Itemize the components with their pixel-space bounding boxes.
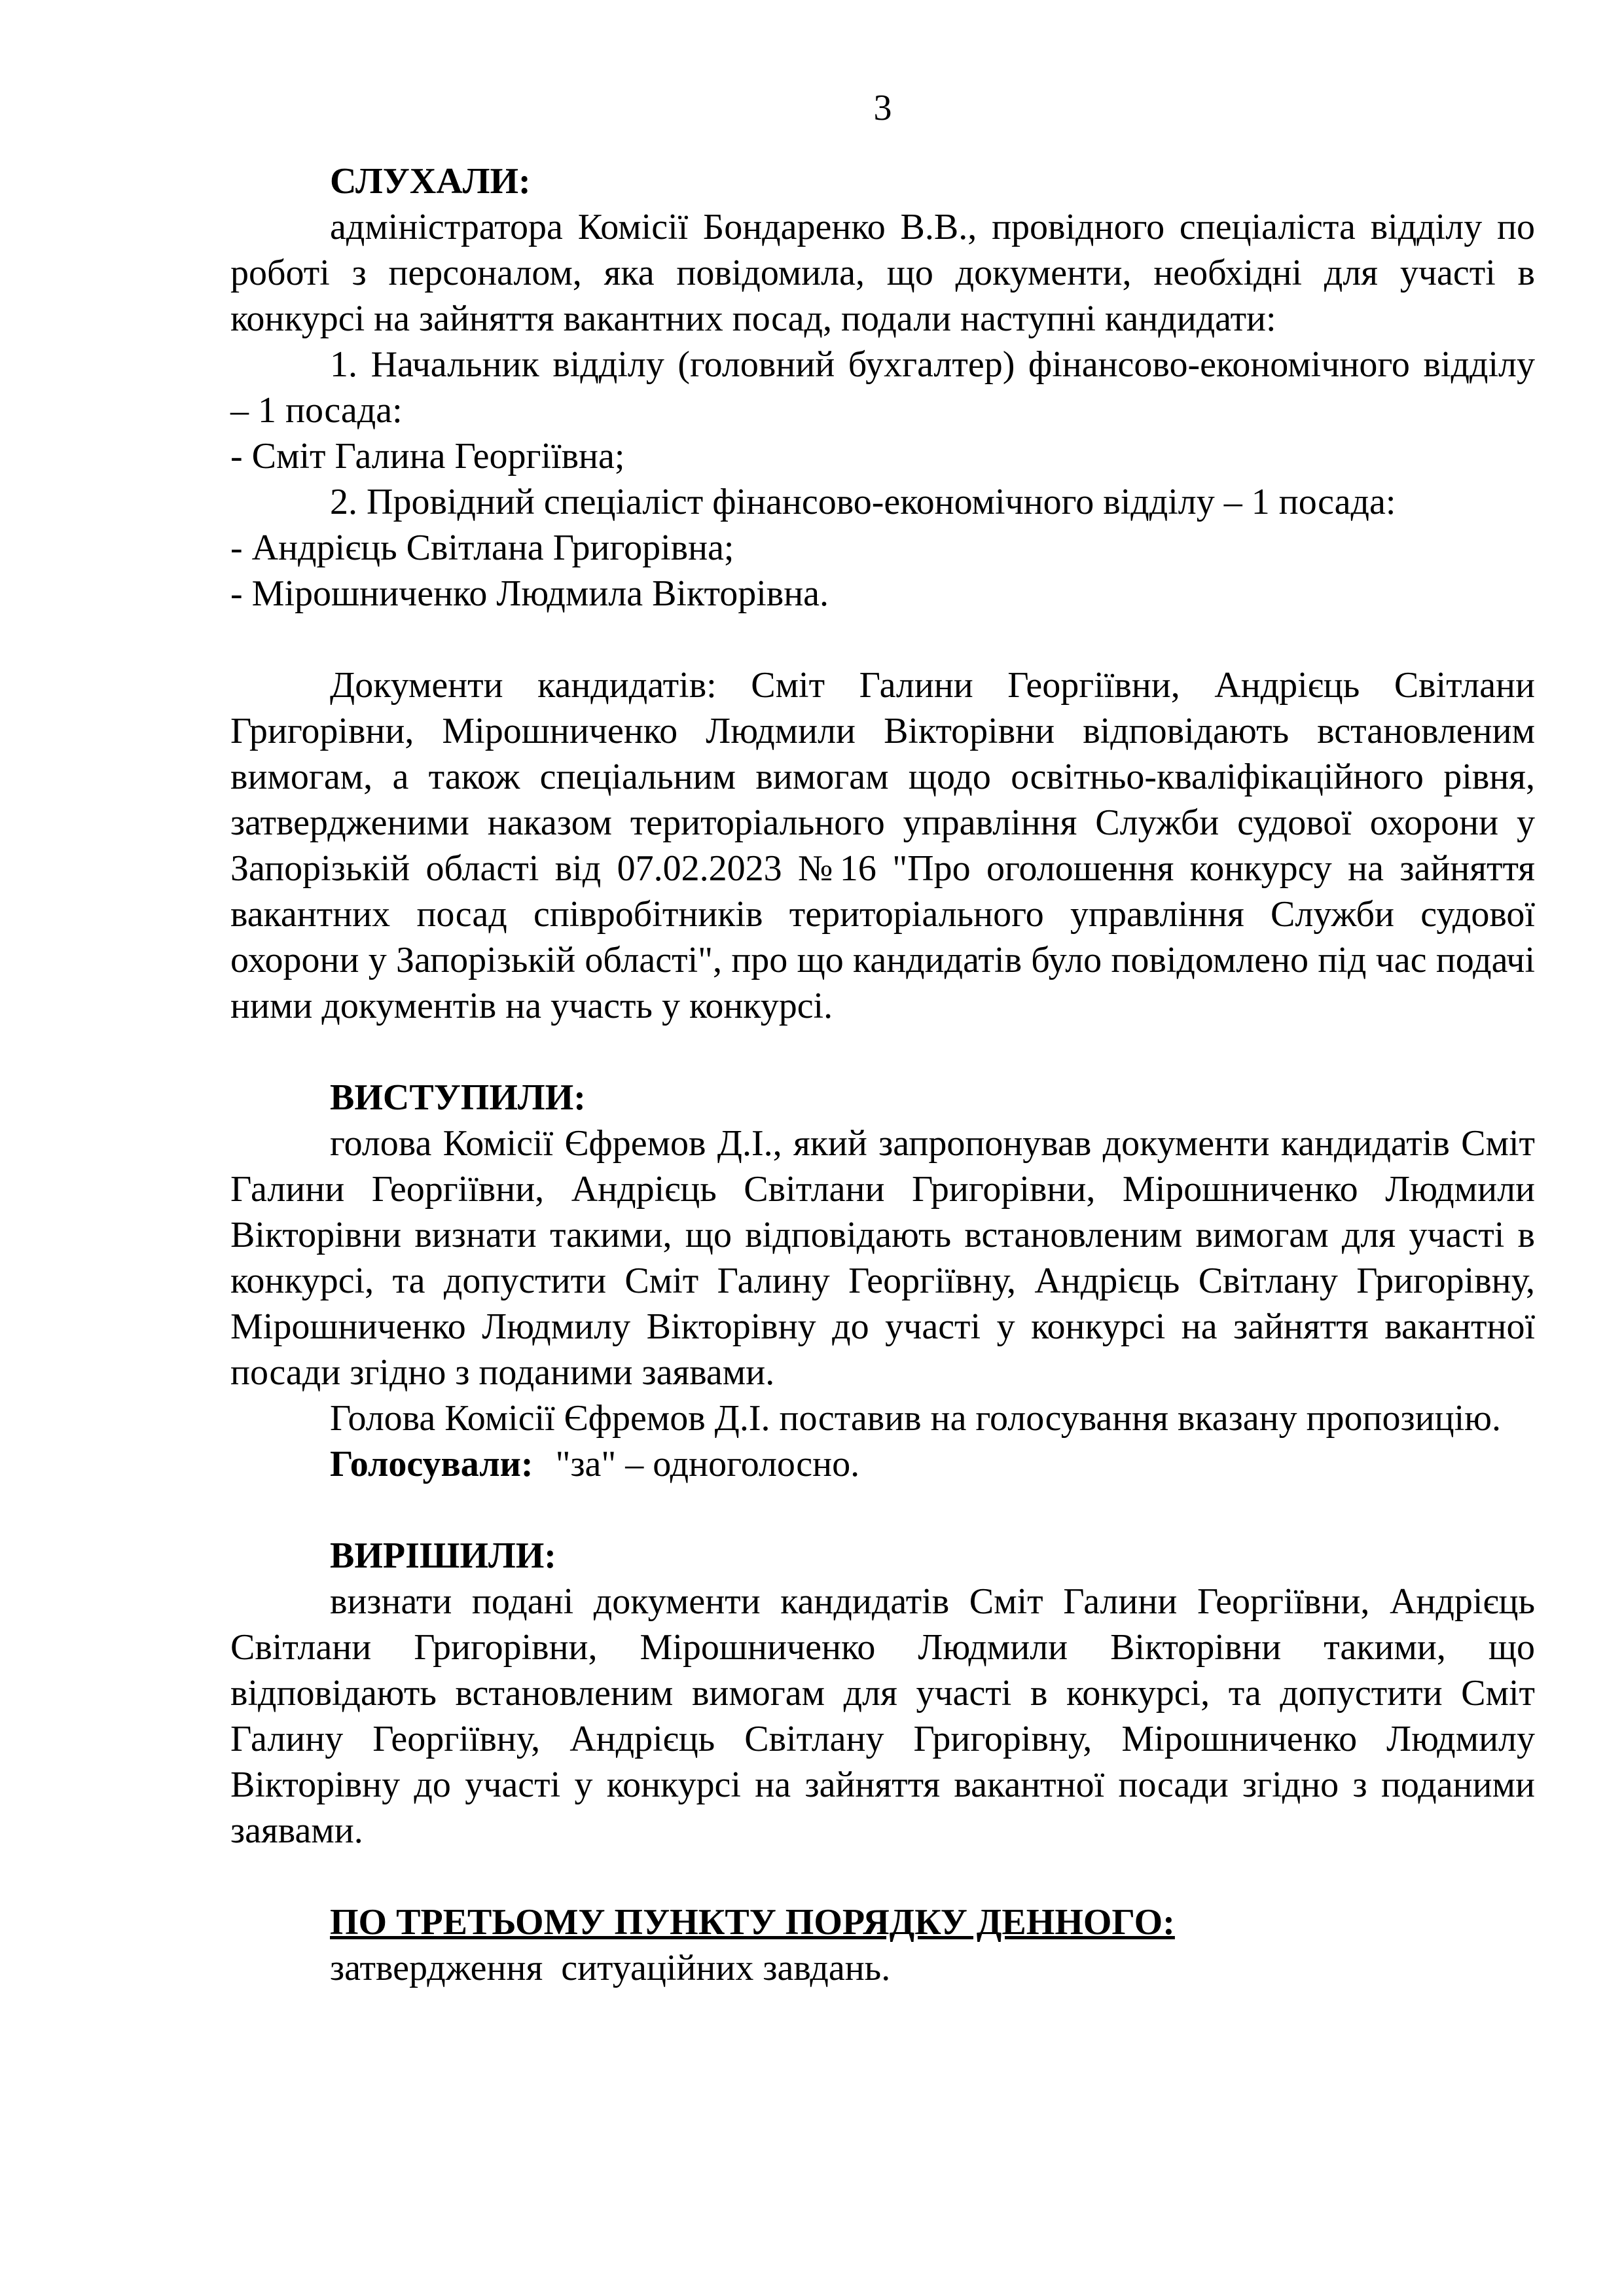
- third-item-heading: ПО ТРЕТЬОМУ ПУНКТУ ПОРЯДКУ ДЕННОГО:: [330, 1902, 1175, 1943]
- spoke-heading: ВИСТУПИЛИ:: [330, 1077, 586, 1118]
- vote-label: Голосували:: [330, 1444, 533, 1484]
- spacer: [230, 617, 1535, 662]
- candidate-2: - Андрієць Світлана Григорівна;: [230, 528, 734, 568]
- vote-result: "за" – одноголосно.: [555, 1444, 860, 1484]
- candidate-3: - Мірошниченко Людмила Вікторівна.: [230, 573, 829, 614]
- page-number: 3: [873, 88, 892, 128]
- heard-intro: адміністратора Комісії Бондаренко В.В., провідного спеціаліста відділу по роботі з персоналом, яка повідомила, що документи, необхідні для участі в конкурсі на зайняття вакантних посад, подали наступні кандидати:: [230, 207, 1535, 339]
- spacer: [230, 1029, 1535, 1075]
- heard-heading: СЛУХАЛИ:: [330, 161, 531, 202]
- documents-paragraph: Документи кандидатів: Сміт Галини Георгіївни, Андрієць Світлани Григорівни, Мірошниченко Людмили Вікторівни відповідають встановленим вимогам, а також спеціальним вимогам щодо освітньо-кваліфікаційного рівня, затвердженими наказом територіального управління Служби судової охорони у Запорізькій області від 07.02.2023 №16 "Про оголошення конкурсу на зайняття вакантних посад співробітників територіального управління Служби судової охорони у Запорізькій області", про що кандидатів було повідомлено під час подачі ними документів на участь у конкурсі.: [230, 665, 1535, 1026]
- position-1: 1. Начальник відділу (головний бухгалтер) фінансово-економічного відділу – 1 посада:: [230, 344, 1535, 431]
- spoke-paragraph: голова Комісії Єфремов Д.І., який запропонував документи кандидатів Сміт Галини Георгіївни, Андрієць Світлани Григорівни, Мірошниченко Людмили Вікторівни визнати такими, що відповідають встановленим вимогам для участі в конкурсі, та допустити Сміт Галину Георгіївну, Андрієць Світлану Григорівну, Мірошниченко Людмилу Вікторівну до участі у конкурсі на зайняття вакантної посади згідно з поданими заявами.: [230, 1123, 1535, 1393]
- document-body: [230, 85, 1535, 1991]
- candidate-1: - Сміт Галина Георгіївна;: [230, 436, 625, 476]
- position-2: 2. Провідний спеціаліст фінансово-економічного відділу – 1 посада:: [330, 482, 1396, 522]
- decided-heading: ВИРІШИЛИ:: [330, 1535, 556, 1576]
- decided-paragraph: визнати подані документи кандидатів Сміт Галини Георгіївни, Андрієць Світлани Григорівни, Мірошниченко Людмили Вікторівни такими, що відповідають встановленим вимогам для участі в конкурсі, та допустити Сміт Галину Георгіївну, Андрієць Світлану Григорівну, Мірошниченко Людмилу Вікторівну до участі у конкурсі на зайняття вакантної посади згідно з поданими заявами.: [230, 1581, 1535, 1851]
- vote-line: [230, 1441, 1535, 1487]
- spacer: [230, 1854, 1535, 1899]
- third-item-text: затвердження ситуаційних завдань.: [330, 1948, 891, 1988]
- spacer: [230, 1487, 1535, 1533]
- vote-call-paragraph: Голова Комісії Єфремов Д.І. поставив на голосування вказану пропозицію.: [330, 1398, 1501, 1439]
